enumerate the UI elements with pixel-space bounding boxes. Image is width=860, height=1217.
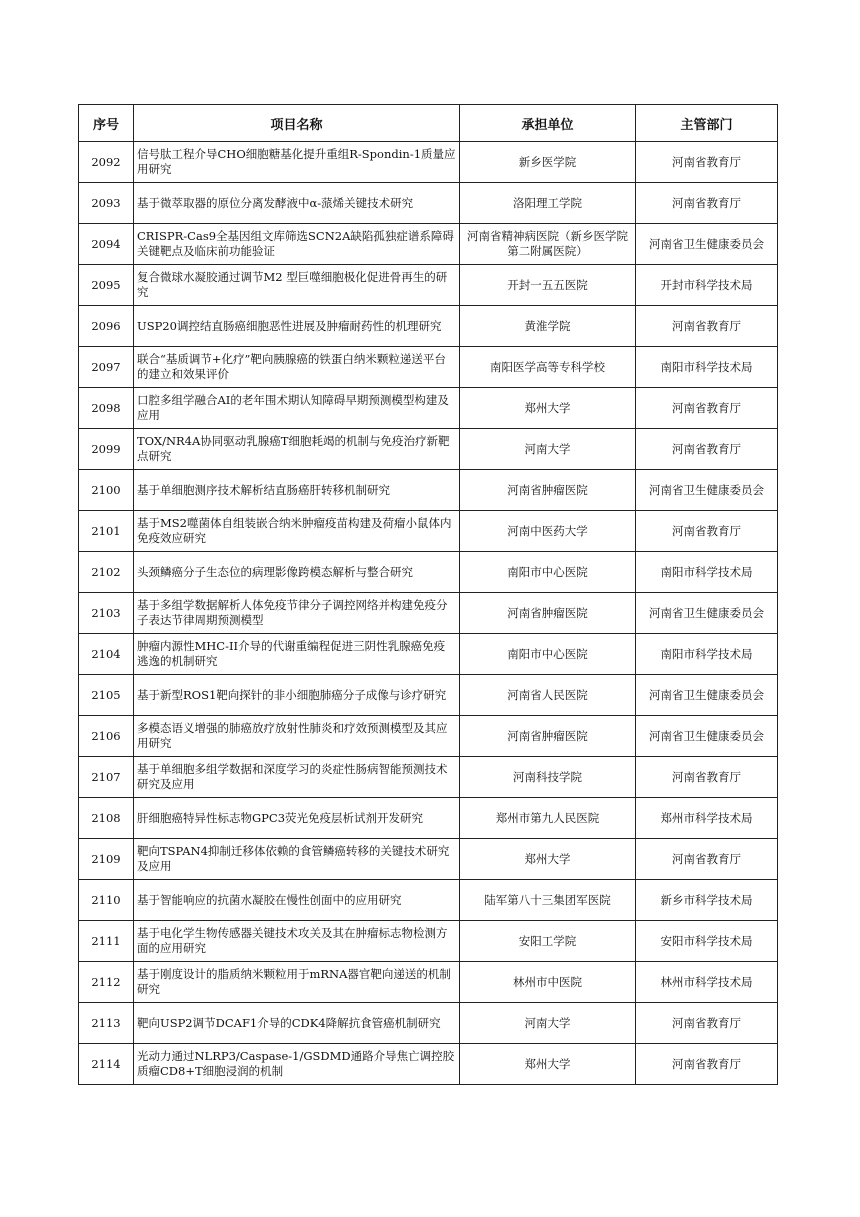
cell-project-name: 基于多组学数据解析人体免疫节律分子调控网络并构建免疫分子表达节律周期预测模型 [134, 593, 460, 634]
cell-project-name: 基于电化学生物传感器关键技术攻关及其在肿瘤标志物检测方面的应用研究 [134, 921, 460, 962]
cell-unit: 河南省肿瘤医院 [460, 470, 636, 511]
table-row [79, 511, 778, 552]
cell-project-name: 多模态语义增强的肺癌放疗放射性肺炎和疗效预测模型及其应用研究 [134, 716, 460, 757]
cell-no: 2109 [79, 839, 134, 880]
cell-unit: 新乡医学院 [460, 142, 636, 183]
cell-project-name: TOX/NR4A协同驱动乳腺癌T细胞耗竭的机制与免疫治疗新靶点研究 [134, 429, 460, 470]
cell-project-name: 基于微萃取器的原位分离发酵液中α-蒎烯关键技术研究 [134, 183, 460, 224]
table-row [79, 798, 778, 839]
cell-dept: 河南省教育厅 [636, 306, 778, 347]
cell-unit: 河南大学 [460, 429, 636, 470]
table-row [79, 306, 778, 347]
cell-unit: 河南科技学院 [460, 757, 636, 798]
cell-no: 2098 [79, 388, 134, 429]
cell-project-name: 基于MS2噬菌体自组装嵌合纳米肿瘤疫苗构建及荷瘤小鼠体内免疫效应研究 [134, 511, 460, 552]
cell-dept: 河南省教育厅 [636, 429, 778, 470]
cell-project-name: USP20调控结直肠癌细胞恶性进展及肿瘤耐药性的机理研究 [134, 306, 460, 347]
cell-project-name: CRISPR-Cas9全基因组文库筛选SCN2A缺陷孤独症谱系障碍关键靶点及临床前功能验证 [134, 224, 460, 265]
table-header-row [79, 105, 778, 142]
cell-no: 2095 [79, 265, 134, 306]
header-unit: 承担单位 [460, 105, 636, 142]
cell-no: 2101 [79, 511, 134, 552]
cell-dept: 河南省教育厅 [636, 142, 778, 183]
header-dept: 主管部门 [636, 105, 778, 142]
cell-unit: 郑州大学 [460, 1044, 636, 1085]
cell-dept: 河南省卫生健康委员会 [636, 593, 778, 634]
cell-no: 2105 [79, 675, 134, 716]
table-row [79, 429, 778, 470]
table-row [79, 675, 778, 716]
cell-no: 2104 [79, 634, 134, 675]
cell-no: 2110 [79, 880, 134, 921]
cell-dept: 河南省教育厅 [636, 1003, 778, 1044]
table-row [79, 921, 778, 962]
cell-no: 2097 [79, 347, 134, 388]
cell-no: 2094 [79, 224, 134, 265]
cell-dept: 河南省教育厅 [636, 511, 778, 552]
cell-no: 2108 [79, 798, 134, 839]
table-row [79, 634, 778, 675]
cell-unit: 郑州市第九人民医院 [460, 798, 636, 839]
table-row [79, 347, 778, 388]
cell-dept: 河南省教育厅 [636, 1044, 778, 1085]
cell-no: 2100 [79, 470, 134, 511]
cell-project-name: 基于刚度设计的脂质纳米颗粒用于mRNA器官靶向递送的机制研究 [134, 962, 460, 1003]
table-row [79, 224, 778, 265]
cell-unit: 河南省人民医院 [460, 675, 636, 716]
cell-no: 2102 [79, 552, 134, 593]
cell-dept: 河南省教育厅 [636, 388, 778, 429]
cell-project-name: 复合微球水凝胶通过调节M2 型巨噬细胞极化促进骨再生的研究 [134, 265, 460, 306]
cell-dept: 林州市科学技术局 [636, 962, 778, 1003]
cell-no: 2107 [79, 757, 134, 798]
cell-unit: 南阳市中心医院 [460, 634, 636, 675]
cell-unit: 南阳医学高等专科学校 [460, 347, 636, 388]
cell-no: 2096 [79, 306, 134, 347]
cell-unit: 林州市中医院 [460, 962, 636, 1003]
table-row [79, 552, 778, 593]
cell-no: 2092 [79, 142, 134, 183]
table-row [79, 183, 778, 224]
cell-unit: 河南中医药大学 [460, 511, 636, 552]
cell-project-name: 头颈鳞癌分子生态位的病理影像跨模态解析与整合研究 [134, 552, 460, 593]
table-row [79, 265, 778, 306]
cell-dept: 河南省卫生健康委员会 [636, 470, 778, 511]
cell-project-name: 基于新型ROS1靶向探针的非小细胞肺癌分子成像与诊疗研究 [134, 675, 460, 716]
table-row [79, 880, 778, 921]
cell-project-name: 肝细胞癌特异性标志物GPC3荧光免疫层析试剂开发研究 [134, 798, 460, 839]
table-row [79, 593, 778, 634]
cell-project-name: 光动力通过NLRP3/Caspase-1/GSDMD通路介导焦亡调控胶质瘤CD8+T细胞浸润的机制 [134, 1044, 460, 1085]
cell-dept: 河南省教育厅 [636, 839, 778, 880]
cell-unit: 陆军第八十三集团军医院 [460, 880, 636, 921]
cell-dept: 安阳市科学技术局 [636, 921, 778, 962]
cell-dept: 河南省教育厅 [636, 183, 778, 224]
cell-unit: 黄淮学院 [460, 306, 636, 347]
cell-no: 2114 [79, 1044, 134, 1085]
cell-unit: 开封一五五医院 [460, 265, 636, 306]
cell-unit: 河南省肿瘤医院 [460, 716, 636, 757]
table-row [79, 716, 778, 757]
cell-dept: 新乡市科学技术局 [636, 880, 778, 921]
table-row [79, 757, 778, 798]
cell-project-name: 信号肽工程介导CHO细胞糖基化提升重组R-Spondin-1质量应用研究 [134, 142, 460, 183]
cell-no: 2111 [79, 921, 134, 962]
table-row [79, 962, 778, 1003]
table-row [79, 470, 778, 511]
table-row [79, 1044, 778, 1085]
project-table [78, 104, 778, 1085]
cell-unit: 河南省精神病医院（新乡医学院第二附属医院） [460, 224, 636, 265]
cell-unit: 洛阳理工学院 [460, 183, 636, 224]
cell-project-name: 基于单细胞多组学数据和深度学习的炎症性肠病智能预测技术研究及应用 [134, 757, 460, 798]
cell-project-name: 基于单细胞测序技术解析结直肠癌肝转移机制研究 [134, 470, 460, 511]
cell-dept: 河南省卫生健康委员会 [636, 716, 778, 757]
cell-no: 2106 [79, 716, 134, 757]
cell-project-name: 基于智能响应的抗菌水凝胶在慢性创面中的应用研究 [134, 880, 460, 921]
cell-project-name: 肿瘤内源性MHC-II介导的代谢重编程促进三阴性乳腺癌免疫逃逸的机制研究 [134, 634, 460, 675]
header-name: 项目名称 [134, 105, 460, 142]
cell-dept: 南阳市科学技术局 [636, 347, 778, 388]
cell-no: 2113 [79, 1003, 134, 1044]
cell-unit: 河南大学 [460, 1003, 636, 1044]
cell-project-name: 靶向USP2调节DCAF1介导的CDK4降解抗食管癌机制研究 [134, 1003, 460, 1044]
cell-unit: 郑州大学 [460, 388, 636, 429]
table-row [79, 142, 778, 183]
table-row [79, 1003, 778, 1044]
cell-unit: 安阳工学院 [460, 921, 636, 962]
table-row [79, 388, 778, 429]
cell-dept: 河南省教育厅 [636, 757, 778, 798]
cell-no: 2103 [79, 593, 134, 634]
cell-project-name: 口腔多组学融合AI的老年围术期认知障碍早期预测模型构建及应用 [134, 388, 460, 429]
cell-project-name: 靶向TSPAN4抑制迁移体依赖的食管鳞癌转移的关键技术研究及应用 [134, 839, 460, 880]
cell-dept: 南阳市科学技术局 [636, 634, 778, 675]
cell-project-name: 联合“基质调节+化疗”靶向胰腺癌的铁蛋白纳米颗粒递送平台的建立和效果评价 [134, 347, 460, 388]
cell-dept: 开封市科学技术局 [636, 265, 778, 306]
cell-unit: 河南省肿瘤医院 [460, 593, 636, 634]
cell-unit: 南阳市中心医院 [460, 552, 636, 593]
cell-dept: 南阳市科学技术局 [636, 552, 778, 593]
header-no: 序号 [79, 105, 134, 142]
cell-dept: 河南省卫生健康委员会 [636, 675, 778, 716]
cell-dept: 河南省卫生健康委员会 [636, 224, 778, 265]
table-row [79, 839, 778, 880]
cell-unit: 郑州大学 [460, 839, 636, 880]
cell-no: 2093 [79, 183, 134, 224]
cell-dept: 郑州市科学技术局 [636, 798, 778, 839]
table-body [79, 142, 778, 1085]
cell-no: 2112 [79, 962, 134, 1003]
cell-no: 2099 [79, 429, 134, 470]
